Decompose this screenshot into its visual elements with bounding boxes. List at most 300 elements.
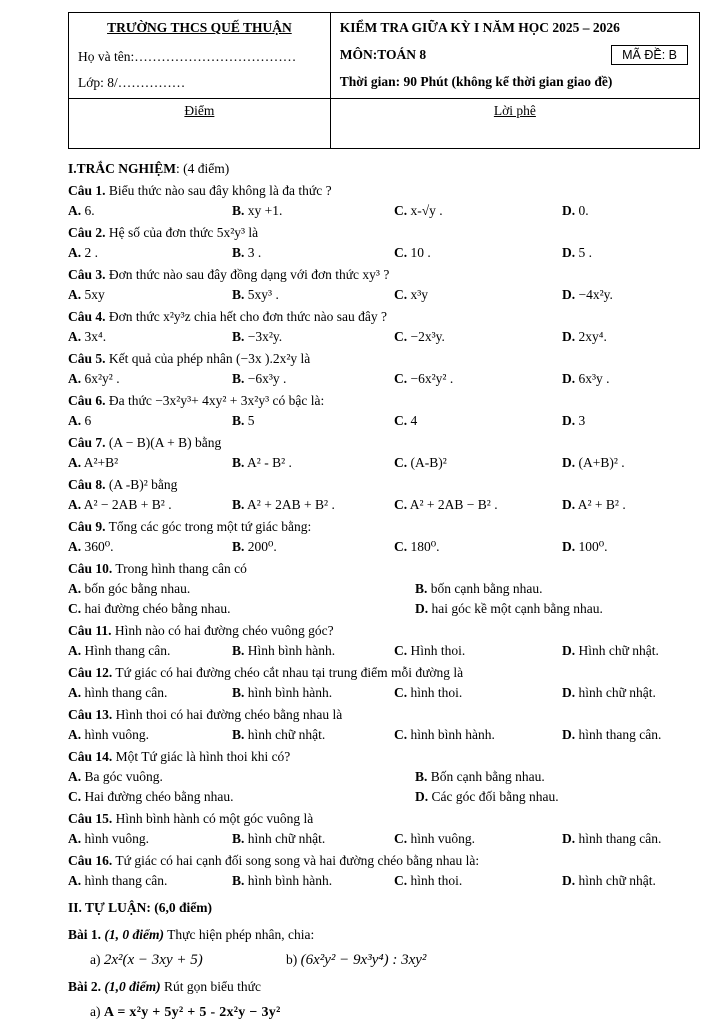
- option-label: A.: [68, 643, 82, 658]
- subject-row: [340, 45, 690, 65]
- option-label: D.: [562, 455, 576, 470]
- question-head: [68, 390, 707, 411]
- score-label: Điểm: [184, 103, 215, 118]
- option-B: [232, 829, 394, 849]
- part-expression: 2x²(x − 3xy + 5): [103, 952, 203, 968]
- option-C: [394, 201, 562, 221]
- option-D: [562, 683, 707, 703]
- part-expression: (6x²y² − 9x³y⁴) : 3xy²: [300, 952, 427, 968]
- option-label: C.: [394, 539, 408, 554]
- option-label: A.: [68, 581, 82, 596]
- question-label: Câu 13.: [68, 707, 113, 722]
- essay-text: Thực hiện phép nhân, chia:: [164, 927, 315, 942]
- option-label: C.: [394, 831, 408, 846]
- essay-label: Bài 1.: [68, 927, 102, 942]
- question-text: (A -B)² bằng: [105, 477, 178, 492]
- option-A: [68, 683, 232, 703]
- option-D: [562, 871, 707, 891]
- question-label: Câu 3.: [68, 267, 106, 282]
- option-label: B.: [232, 455, 245, 470]
- option-label: A.: [68, 371, 82, 386]
- question-label: Câu 2.: [68, 225, 106, 240]
- option-A: [68, 285, 232, 305]
- option-D: [562, 285, 707, 305]
- option-text: 5xy³ .: [244, 287, 279, 302]
- option-A: [68, 201, 232, 221]
- option-text: A² + B² .: [575, 497, 626, 512]
- option-C: [68, 787, 415, 807]
- option-label: B.: [232, 413, 245, 428]
- question-head: [68, 222, 707, 243]
- option-label: B.: [232, 831, 245, 846]
- option-text: Hình bình hành.: [244, 643, 336, 658]
- question-12: [68, 662, 707, 703]
- option-C: [394, 829, 562, 849]
- option-label: A.: [68, 245, 82, 260]
- option-D: [415, 599, 707, 619]
- question-label: Câu 5.: [68, 351, 106, 366]
- option-text: Hình chữ nhật.: [575, 643, 659, 658]
- option-label: B.: [232, 685, 245, 700]
- option-text: −6x²y² .: [407, 371, 454, 386]
- section1-points: : (4 điểm): [176, 161, 230, 176]
- option-text: Hai đường chéo bằng nhau.: [81, 789, 234, 804]
- question-head: [68, 432, 707, 453]
- question-3: [68, 264, 707, 305]
- option-D: [562, 537, 707, 557]
- option-text: 180⁰.: [407, 539, 440, 554]
- question-4: [68, 306, 707, 347]
- option-B: [232, 243, 394, 263]
- question-8: [68, 474, 707, 515]
- option-B: [232, 411, 394, 431]
- question-head: [68, 704, 707, 725]
- option-label: D.: [562, 831, 576, 846]
- option-D: [562, 453, 707, 473]
- question-head: [68, 348, 707, 369]
- option-text: hai đường chéo bằng nhau.: [81, 601, 231, 616]
- option-A: [68, 327, 232, 347]
- question-options: [68, 579, 707, 619]
- option-text: A² − 2AB + B² .: [81, 497, 172, 512]
- question-label: Câu 4.: [68, 309, 106, 324]
- option-B: [232, 327, 394, 347]
- part-label: a): [90, 952, 104, 967]
- option-label: B.: [232, 287, 245, 302]
- option-label: C.: [68, 789, 82, 804]
- option-A: [68, 411, 232, 431]
- remark-label: Lời phê: [493, 103, 536, 118]
- question-1: [68, 180, 707, 221]
- question-head: [68, 306, 707, 327]
- option-B: [232, 725, 394, 745]
- question-label: Câu 9.: [68, 519, 106, 534]
- header-school-cell: [69, 13, 331, 99]
- option-label: C.: [394, 245, 408, 260]
- option-label: A.: [68, 497, 82, 512]
- option-text: 0.: [575, 203, 589, 218]
- option-C: [394, 683, 562, 703]
- option-B: [232, 201, 394, 221]
- option-text: hình bình hành.: [244, 873, 333, 888]
- question-14: [68, 746, 707, 807]
- part-expression: A = x²y + 5y² + 5 - 2x²y − 3y²: [103, 1005, 281, 1020]
- question-text: Đơn thức nào sau đây đồng dạng với đơn thức xy³ ?: [105, 267, 390, 282]
- remark-cell: [330, 99, 699, 149]
- option-text: hình chữ nhật.: [244, 727, 326, 742]
- option-text: 2 .: [81, 245, 98, 260]
- essay-part: [90, 949, 286, 971]
- question-label: Câu 10.: [68, 561, 113, 576]
- option-text: A² - B² .: [244, 455, 292, 470]
- option-C: [394, 243, 562, 263]
- option-C: [394, 871, 562, 891]
- option-text: xy +1.: [244, 203, 283, 218]
- question-options: [68, 767, 707, 807]
- option-A: [68, 871, 232, 891]
- question-label: Câu 14.: [68, 749, 113, 764]
- option-text: hình chữ nhật.: [575, 685, 656, 700]
- question-7: [68, 432, 707, 473]
- option-text: 3: [575, 413, 586, 428]
- option-text: hình vuông.: [407, 831, 476, 846]
- question-options: [68, 411, 707, 431]
- essay-label: Bài 2.: [68, 979, 102, 994]
- option-text: Hình thoi.: [407, 643, 466, 658]
- question-text: Một Tứ giác là hình thoi khi có?: [112, 749, 291, 764]
- question-text: Đa thức −3x²y³+ 4xy² + 3x²y³ có bậc là:: [105, 393, 325, 408]
- option-D: [562, 243, 707, 263]
- question-options: [68, 829, 707, 849]
- question-2: [68, 222, 707, 263]
- option-text: (A-B)²: [407, 455, 447, 470]
- question-options: [68, 683, 707, 703]
- option-label: D.: [562, 643, 576, 658]
- option-text: hai góc kề một cạnh bằng nhau.: [428, 601, 603, 616]
- option-label: B.: [232, 873, 245, 888]
- question-options: [68, 201, 707, 221]
- school-name: TRƯỜNG THCS QUẾ THUẬN: [107, 20, 292, 35]
- option-label: A.: [68, 727, 82, 742]
- option-A: [68, 537, 232, 557]
- option-A: [68, 243, 232, 263]
- question-9: [68, 516, 707, 557]
- section1-title: [68, 159, 707, 179]
- option-label: D.: [562, 685, 576, 700]
- essay-list: [68, 924, 707, 1024]
- question-options: [68, 537, 707, 557]
- question-11: [68, 620, 707, 661]
- option-B: [232, 641, 394, 661]
- option-A: [68, 725, 232, 745]
- option-text: hình chữ nhật.: [575, 873, 656, 888]
- question-text: Biểu thức nào sau đây không là đa thức ?: [105, 183, 332, 198]
- question-options: [68, 285, 707, 305]
- option-text: 200⁰.: [244, 539, 277, 554]
- option-text: A² + 2AB − B² .: [407, 497, 498, 512]
- option-text: 3x⁴.: [81, 329, 107, 344]
- essay-part: [90, 1001, 286, 1024]
- option-C: [394, 495, 562, 515]
- question-options: [68, 495, 707, 515]
- option-text: 5: [244, 413, 255, 428]
- question-15: [68, 808, 707, 849]
- option-label: A.: [68, 203, 82, 218]
- option-text: −2x³y.: [407, 329, 445, 344]
- question-options: [68, 641, 707, 661]
- option-label: C.: [68, 601, 82, 616]
- option-label: A.: [68, 685, 82, 700]
- option-C: [394, 285, 562, 305]
- question-label: Câu 6.: [68, 393, 106, 408]
- option-text: bốn cạnh bằng nhau.: [427, 581, 543, 596]
- header-table: [68, 12, 700, 149]
- option-text: 6x²y² .: [81, 371, 120, 386]
- score-cell: [69, 99, 331, 149]
- option-A: [68, 829, 232, 849]
- section2-title: II. TỰ LUẬN: (6,0 điểm): [68, 900, 212, 915]
- option-A: [68, 579, 415, 599]
- option-A: [68, 453, 232, 473]
- exam-code-box: MÃ ĐỀ: B: [611, 45, 688, 65]
- option-B: [232, 495, 394, 515]
- question-label: Câu 12.: [68, 665, 113, 680]
- question-options: [68, 327, 707, 347]
- option-label: B.: [232, 727, 245, 742]
- option-label: C.: [394, 371, 408, 386]
- option-label: A.: [68, 413, 82, 428]
- question-label: Câu 15.: [68, 811, 113, 826]
- option-A: [68, 495, 232, 515]
- essay-parts: [90, 949, 707, 971]
- option-B: [232, 871, 394, 891]
- option-text: hình thoi.: [407, 873, 463, 888]
- option-text: −4x²y.: [575, 287, 613, 302]
- option-B: [232, 453, 394, 473]
- option-label: B.: [232, 329, 245, 344]
- question-head: [68, 662, 707, 683]
- question-options: [68, 725, 707, 745]
- option-label: D.: [562, 371, 576, 386]
- question-head: [68, 558, 707, 579]
- option-text: 6.: [81, 203, 95, 218]
- option-text: Hình thang cân.: [81, 643, 171, 658]
- question-13: [68, 704, 707, 745]
- option-label: C.: [394, 685, 408, 700]
- question-text: Hệ số của đơn thức 5x²y³ là: [105, 225, 259, 240]
- option-label: A.: [68, 287, 82, 302]
- question-text: Đơn thức x²y³z chia hết cho đơn thức nào sau đây ?: [105, 309, 387, 324]
- option-B: [232, 537, 394, 557]
- option-text: 5 .: [575, 245, 592, 260]
- option-C: [394, 641, 562, 661]
- option-label: B.: [232, 497, 245, 512]
- question-options: [68, 243, 707, 263]
- option-B: [232, 683, 394, 703]
- question-options: [68, 871, 707, 891]
- option-label: C.: [394, 497, 408, 512]
- option-label: B.: [415, 769, 428, 784]
- option-text: 4: [407, 413, 418, 428]
- question-text: Hình nào có hai đường chéo vuông góc?: [111, 623, 334, 638]
- option-text: hình thang cân.: [81, 685, 168, 700]
- option-label: D.: [415, 789, 429, 804]
- option-text: hình bình hành.: [407, 727, 495, 742]
- questions-list: [68, 180, 707, 891]
- question-options: [68, 453, 707, 473]
- option-label: C.: [394, 287, 408, 302]
- option-text: −3x²y.: [244, 329, 283, 344]
- option-label: C.: [394, 643, 408, 658]
- part-label: b): [286, 952, 301, 967]
- option-A: [68, 369, 232, 389]
- option-label: B.: [232, 371, 245, 386]
- option-label: C.: [394, 727, 408, 742]
- subject-label: MÔN:TOÁN 8: [339, 47, 427, 62]
- option-A: [68, 641, 232, 661]
- option-text: 10 .: [407, 245, 431, 260]
- question-head: [68, 746, 707, 767]
- question-label: Câu 8.: [68, 477, 106, 492]
- option-B: [415, 767, 707, 787]
- essay-head: [68, 924, 707, 945]
- option-label: C.: [394, 873, 408, 888]
- option-label: D.: [562, 329, 576, 344]
- option-text: Các góc đối bằng nhau.: [428, 789, 559, 804]
- essay-text: Rút gọn biểu thức: [160, 979, 261, 994]
- option-C: [394, 327, 562, 347]
- question-text: Hình bình hành có một góc vuông là: [112, 811, 314, 826]
- question-head: [68, 808, 707, 829]
- option-label: D.: [562, 413, 576, 428]
- option-label: A.: [68, 831, 82, 846]
- option-label: A.: [68, 873, 82, 888]
- question-head: [68, 264, 707, 285]
- question-text: Hình thoi có hai đường chéo bằng nhau là: [112, 707, 343, 722]
- option-label: D.: [562, 727, 576, 742]
- option-D: [562, 369, 707, 389]
- option-label: B.: [232, 539, 245, 554]
- option-label: C.: [394, 329, 408, 344]
- option-text: hình vuông.: [81, 831, 150, 846]
- option-label: A.: [68, 329, 82, 344]
- section1-label: I.TRẮC NGHIỆM: [68, 161, 177, 176]
- question-10: [68, 558, 707, 619]
- option-label: D.: [562, 203, 576, 218]
- option-D: [415, 787, 707, 807]
- essay-points: (1,0 điểm): [101, 979, 161, 994]
- part-label: a): [90, 1004, 104, 1019]
- option-D: [562, 411, 707, 431]
- option-label: D.: [562, 497, 576, 512]
- question-text: (A − B)(A + B) bằng: [105, 435, 222, 450]
- option-C: [394, 369, 562, 389]
- question-text: Tứ giác có hai cạnh đối song song và hai đường chéo bằng nhau là:: [112, 853, 480, 868]
- option-text: hình thang cân.: [81, 873, 168, 888]
- option-C: [68, 599, 415, 619]
- essay-head: [68, 976, 707, 997]
- option-C: [394, 725, 562, 745]
- option-text: x³y: [407, 287, 429, 302]
- option-text: (A+B)² .: [575, 455, 625, 470]
- question-label: Câu 11.: [68, 623, 112, 638]
- question-text: Tổng các góc trong một tứ giác bằng:: [105, 519, 312, 534]
- option-text: hình thoi.: [407, 685, 463, 700]
- essay-part: [286, 949, 426, 971]
- option-label: D.: [562, 873, 576, 888]
- option-text: bốn góc bằng nhau.: [81, 581, 191, 596]
- question-head: [68, 180, 707, 201]
- question-label: Câu 1.: [68, 183, 106, 198]
- option-text: −6x³y .: [244, 371, 287, 386]
- class-line: Lớp: 8/……………: [78, 75, 186, 90]
- option-D: [562, 829, 707, 849]
- option-A: [68, 767, 415, 787]
- question-16: [68, 850, 707, 891]
- question-text: Tứ giác có hai đường chéo cắt nhau tại trung điểm mỗi đường là: [112, 665, 464, 680]
- option-label: D.: [562, 539, 576, 554]
- exam-time: Thời gian: 90 Phút (không kể thời gian giao đề): [339, 74, 613, 89]
- essay-parts: [90, 1001, 707, 1024]
- option-text: hình vuông.: [81, 727, 150, 742]
- option-label: A.: [68, 539, 82, 554]
- option-B: [232, 369, 394, 389]
- question-head: [68, 474, 707, 495]
- option-text: 6x³y .: [575, 371, 610, 386]
- option-label: D.: [562, 287, 576, 302]
- option-label: B.: [415, 581, 428, 596]
- option-text: 3 .: [244, 245, 262, 260]
- option-text: hình thang cân.: [575, 727, 662, 742]
- option-D: [562, 641, 707, 661]
- header-exam-cell: [330, 13, 699, 99]
- question-head: [68, 516, 707, 537]
- essay-points: (1, 0 điểm): [101, 927, 165, 942]
- option-label: A.: [68, 455, 82, 470]
- option-label: C.: [394, 455, 408, 470]
- option-text: 100⁰.: [575, 539, 608, 554]
- option-label: A.: [68, 769, 82, 784]
- option-text: hình chữ nhật.: [244, 831, 326, 846]
- question-label: Câu 7.: [68, 435, 106, 450]
- option-label: C.: [394, 413, 408, 428]
- option-D: [562, 495, 707, 515]
- option-text: Bốn cạnh bằng nhau.: [427, 769, 545, 784]
- question-options: [68, 369, 707, 389]
- option-text: 5xy: [81, 287, 105, 302]
- option-text: A²+B²: [81, 455, 119, 470]
- question-5: [68, 348, 707, 389]
- option-label: D.: [562, 245, 576, 260]
- option-C: [394, 537, 562, 557]
- question-head: [68, 850, 707, 871]
- option-label: D.: [415, 601, 429, 616]
- option-text: x-√y .: [407, 203, 443, 218]
- question-text: Trong hình thang cân có: [112, 561, 247, 576]
- option-D: [562, 725, 707, 745]
- question-label: Câu 16.: [68, 853, 113, 868]
- student-name-line: Họ và tên:………………………………: [78, 49, 297, 64]
- option-C: [394, 411, 562, 431]
- option-text: A² + 2AB + B² .: [244, 497, 335, 512]
- option-B: [415, 579, 707, 599]
- option-C: [394, 453, 562, 473]
- option-text: 6: [81, 413, 92, 428]
- option-label: B.: [232, 643, 245, 658]
- question-head: [68, 620, 707, 641]
- option-D: [562, 201, 707, 221]
- option-text: Ba góc vuông.: [81, 769, 163, 784]
